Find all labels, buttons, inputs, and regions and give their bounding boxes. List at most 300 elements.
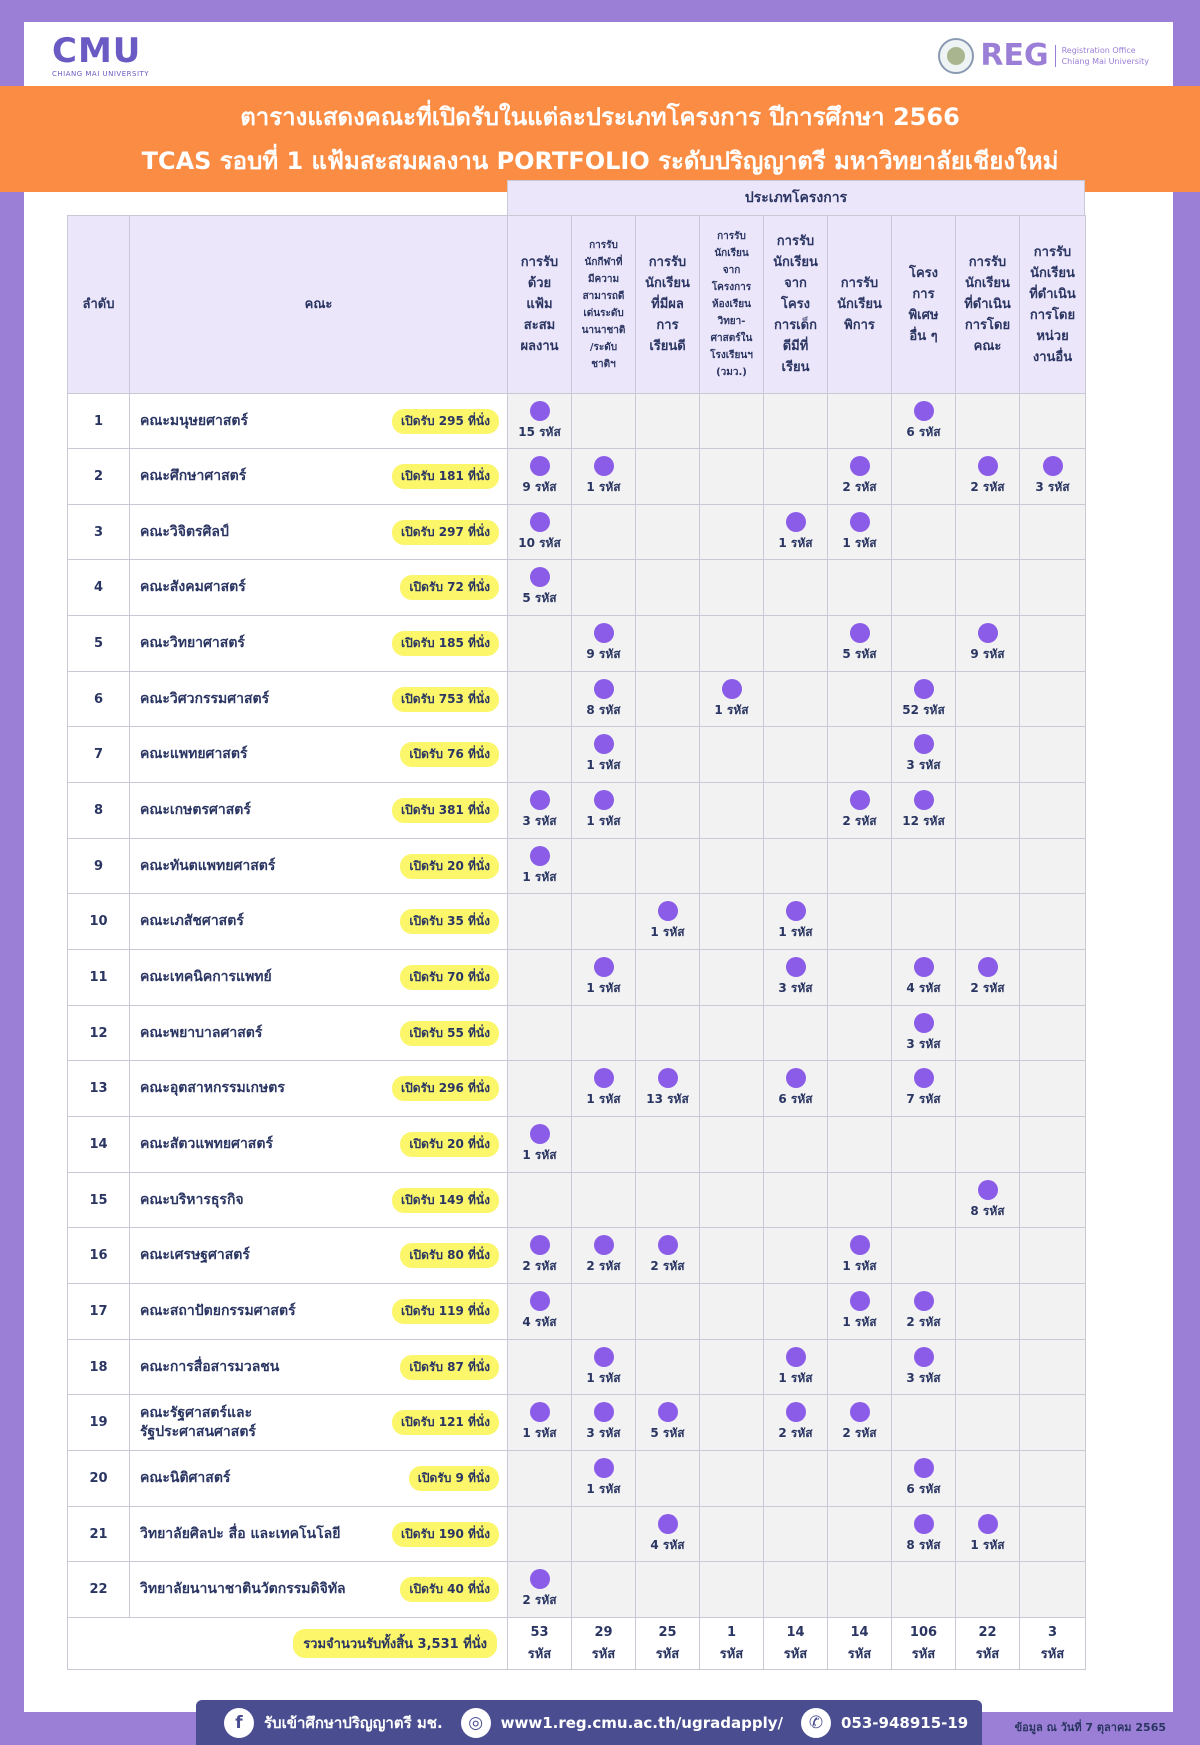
code-count: 1 รหัส [522,1148,557,1162]
faculty-cell [130,616,508,672]
program-cell [700,1061,764,1117]
program-cell [508,1061,572,1117]
seats-badge: เปิดรับ 87 ที่นั่ง [400,1355,499,1380]
offered-mark [508,1402,571,1443]
code-count: 3 รหัส [778,981,813,995]
offered-mark [764,901,827,942]
program-cell [956,1061,1020,1117]
program-cell [636,1173,700,1228]
dot-icon [594,790,614,810]
offered-mark [764,1402,827,1443]
faculty-cell [130,1284,508,1340]
program-cell [572,1451,636,1507]
program-cell [764,560,828,616]
program-cell [956,1562,1020,1618]
program-cell [1020,950,1086,1006]
offered-mark [828,1291,891,1332]
program-cell [508,727,572,783]
offered-mark [572,1068,635,1109]
faculty-cell [130,894,508,950]
program-cell [572,505,636,560]
dot-icon [850,790,870,810]
total-value [1020,1618,1086,1670]
program-cell [764,1340,828,1395]
program-cell [700,1562,764,1618]
program-cell [508,616,572,672]
row-number: 14 [68,1117,130,1173]
code-count: 9 รหัส [970,647,1005,661]
table-row [68,783,1086,839]
seats-badge: เปิดรับ 149 ที่นั่ง [392,1188,499,1213]
program-cell [508,950,572,1006]
program-cell [636,1451,700,1507]
offered-mark [508,1569,571,1610]
faculty-name: คณะเศรษฐศาสตร์ [140,1247,250,1263]
seats-badge: เปิดรับ 80 ที่นั่ง [400,1243,499,1268]
offered-mark [508,846,571,887]
offered-mark [636,1402,699,1443]
code-count: 15 รหัส [518,424,561,439]
code-count: 2 รหัส [522,1259,557,1273]
program-cell [700,950,764,1006]
code-count: 4 รหัส [906,981,941,995]
offered-mark [636,901,699,942]
table-row [68,1228,1086,1284]
code-count: 9 รหัส [522,480,557,494]
faculty-cell [130,1006,508,1061]
faculty-cell [130,950,508,1006]
program-cell [572,950,636,1006]
program-cell [636,394,700,449]
dot-icon [850,1235,870,1255]
row-number: 19 [68,1395,130,1451]
dot-icon [786,901,806,921]
program-cell [956,727,1020,783]
program-cell [892,1284,956,1340]
code-count: 2 รหัส [970,981,1005,995]
program-cell [572,727,636,783]
program-cell [828,950,892,1006]
faculty-name: คณะเกษตรศาสตร์ [140,802,251,818]
code-count: 2 รหัส [586,1259,621,1273]
offered-mark [508,790,571,831]
offered-mark [572,790,635,831]
row-number: 2 [68,449,130,505]
program-cell [828,839,892,894]
dot-icon [850,1402,870,1422]
program-cell [1020,616,1086,672]
dot-icon [658,1235,678,1255]
program-cell [572,1061,636,1117]
offered-mark [508,512,571,553]
program-cell [892,894,956,950]
program-cell [764,449,828,505]
program-cell [892,1061,956,1117]
offered-mark [572,456,635,497]
offered-mark [572,1402,635,1443]
program-cell [1020,1228,1086,1284]
total-unit: รหัส [527,1646,552,1662]
program-cell [700,394,764,449]
program-cell [636,1340,700,1395]
row-number: 12 [68,1006,130,1061]
dot-icon [914,1291,934,1311]
faculty-name: คณะสัตวแพทยศาสตร์ [140,1136,273,1152]
program-cell [508,1228,572,1284]
program-cell [956,1507,1020,1562]
program-cell [636,1395,700,1451]
offered-mark [572,1347,635,1388]
col-program-3: การรับ นักเรียน ที่มีผล การ เรียนดี [636,216,700,394]
table-row [68,1061,1086,1117]
program-cell [1020,1451,1086,1507]
program-cell [508,1006,572,1061]
faculty-name: คณะสังคมศาสตร์ [140,579,246,595]
dot-icon [594,734,614,754]
dot-icon [914,1514,934,1534]
program-cell [764,1284,828,1340]
row-number: 11 [68,950,130,1006]
table-row [68,1395,1086,1451]
program-cell [1020,394,1086,449]
program-cell [764,727,828,783]
dot-icon [594,623,614,643]
dot-icon [978,1514,998,1534]
reg-sub-line1: Registration Office [1061,46,1136,55]
program-cell [508,1395,572,1451]
row-number: 3 [68,505,130,560]
program-cell [572,1117,636,1173]
row-number: 22 [68,1562,130,1618]
seats-badge: เปิดรับ 753 ที่นั่ง [392,687,499,712]
offered-mark [828,790,891,831]
total-value [764,1618,828,1670]
offered-mark [764,512,827,553]
program-cell [956,783,1020,839]
phone-link[interactable] [801,1708,968,1738]
offered-mark [956,1514,1019,1555]
program-cell [828,394,892,449]
row-number: 13 [68,1061,130,1117]
faculty-cell [130,560,508,616]
table-row [68,1117,1086,1173]
program-cell [636,1006,700,1061]
program-cell [1020,1284,1086,1340]
table-row [68,616,1086,672]
dot-icon [658,1402,678,1422]
code-count: 8 รหัส [586,702,621,717]
program-cell [572,839,636,894]
program-cell [892,1228,956,1284]
program-cell [828,1117,892,1173]
col-program-8: การรับ นักเรียน ที่ดำเนิน การโดย คณะ [956,216,1020,394]
program-cell [764,672,828,727]
seats-badge: เปิดรับ 70 ที่นั่ง [400,965,499,990]
program-cell [1020,672,1086,727]
university-seal-icon [938,38,974,74]
dot-icon [594,679,614,699]
dot-icon [850,456,870,476]
code-count: 1 รหัส [778,1370,813,1385]
faculty-cell [130,505,508,560]
globe-icon: ◎ [461,1708,491,1738]
offered-mark [892,679,955,720]
dot-icon [594,1347,614,1367]
program-cell [572,1340,636,1395]
program-cell [1020,1562,1086,1618]
offered-mark [828,623,891,664]
program-cell [1020,727,1086,783]
code-count: 2 รหัส [778,1426,813,1440]
program-cell [956,1228,1020,1284]
code-count: 4 รหัส [522,1315,557,1329]
row-number: 18 [68,1340,130,1395]
code-count: 5 รหัส [842,647,877,661]
website-link[interactable] [461,1708,783,1738]
program-cell [508,1284,572,1340]
faculty-cell [130,1340,508,1395]
program-cell [956,616,1020,672]
program-cell [700,1284,764,1340]
program-cell [956,1340,1020,1395]
total-value [636,1618,700,1670]
program-cell [956,560,1020,616]
program-cell [700,1395,764,1451]
faculty-cell [130,1061,508,1117]
code-count: 1 รหัส [522,1426,557,1440]
program-cell [636,1117,700,1173]
offered-mark [828,512,891,553]
program-table [67,215,1086,1670]
code-count: 1 รหัส [842,1315,877,1329]
dot-icon [850,623,870,643]
dot-icon [786,1402,806,1422]
row-number: 21 [68,1507,130,1562]
program-cell [828,672,892,727]
offered-mark [828,1235,891,1276]
code-count: 2 รหัส [522,1593,557,1607]
offered-mark [892,401,955,442]
dot-icon [594,1235,614,1255]
faculty-cell [130,1451,508,1507]
program-cell [508,1507,572,1562]
program-cell [572,1284,636,1340]
offered-mark [892,790,955,831]
facebook-link[interactable] [224,1708,443,1738]
program-cell [764,1061,828,1117]
row-number: 16 [68,1228,130,1284]
code-count: 5 รหัส [522,591,557,605]
faculty-cell [130,394,508,449]
dot-icon [530,456,550,476]
offered-mark [572,957,635,998]
program-cell [764,505,828,560]
program-cell [764,1173,828,1228]
program-cell [636,1228,700,1284]
offered-mark [956,1180,1019,1221]
program-cell [572,394,636,449]
total-label-cell [68,1618,508,1670]
total-number: 22 [978,1624,997,1640]
program-cell [828,1340,892,1395]
dot-icon [530,567,550,587]
program-cell [764,1006,828,1061]
program-cell [700,894,764,950]
code-count: 6 รหัส [906,424,941,439]
program-cell [572,783,636,839]
faculty-cell [130,783,508,839]
faculty-name: คณะการสื่อสารมวลชน [140,1358,280,1375]
program-cell [572,449,636,505]
dot-icon [658,901,678,921]
dot-icon [786,1347,806,1367]
row-number: 15 [68,1173,130,1228]
dot-icon [914,734,934,754]
program-cell [828,1006,892,1061]
offered-mark [828,1402,891,1443]
row-number: 20 [68,1451,130,1507]
offered-mark [892,1068,955,1109]
program-cell [828,1228,892,1284]
program-cell [1020,1507,1086,1562]
code-count: 1 รหัส [586,1482,621,1496]
dot-icon [594,1402,614,1422]
table-row [68,1173,1086,1228]
col-program-2: การรับ นักกีฬาที่ มีความ สามารถดี เด่นระดับ นานาชาติ /ระดับ ชาติฯ [572,216,636,394]
program-cell [636,560,700,616]
program-cell [700,560,764,616]
code-count: 1 รหัส [586,1370,621,1385]
total-number: 3 [1047,1624,1058,1640]
row-number: 5 [68,616,130,672]
faculty-name: คณะอุตสาหกรรมเกษตร [140,1080,285,1096]
seats-badge: เปิดรับ 76 ที่นั่ง [400,742,499,767]
program-cell [828,727,892,783]
code-count: 1 รหัส [586,758,621,772]
table-row [68,839,1086,894]
dot-icon [1043,456,1063,476]
table-row [68,394,1086,449]
program-cell [700,1006,764,1061]
code-count: 3 รหัส [1035,480,1070,494]
phone-label: 053-948915-19 [840,1713,969,1732]
program-cell [892,449,956,505]
program-cell [636,505,700,560]
program-cell [1020,449,1086,505]
seats-badge: เปิดรับ 121 ที่นั่ง [392,1410,499,1435]
code-count: 1 รหัส [650,925,685,939]
title-line-1: ตารางแสดงคณะที่เปิดรับในแต่ละประเภทโครงการ ปีการศึกษา 2566 [240,103,960,131]
program-cell [828,1451,892,1507]
program-cell [636,839,700,894]
program-cell [572,894,636,950]
dot-icon [530,846,550,866]
code-count: 3 รหัส [522,814,557,828]
dot-icon [914,1068,934,1088]
faculty-cell [130,1228,508,1284]
code-count: 2 รหัส [970,480,1005,494]
program-cell [572,1562,636,1618]
dot-icon [914,957,934,977]
program-cell [508,505,572,560]
program-cell [892,1451,956,1507]
faculty-cell [130,1117,508,1173]
row-number: 4 [68,560,130,616]
cmu-logo [52,31,162,80]
table-row [68,1006,1086,1061]
table-row [68,1284,1086,1340]
offered-mark [508,456,571,497]
row-number: 6 [68,672,130,727]
offered-mark [636,1235,699,1276]
program-cell [636,727,700,783]
faculty-name: คณะบริหารธุรกิจ [140,1191,244,1208]
seats-badge: เปิดรับ 296 ที่นั่ง [392,1076,499,1101]
program-cell [892,560,956,616]
total-unit: รหัส [847,1646,872,1662]
dot-icon [850,1291,870,1311]
faculty-name: คณะพยาบาลศาสตร์ [140,1024,263,1041]
program-cell [892,672,956,727]
offered-mark [700,679,763,720]
dot-icon [594,1068,614,1088]
seats-badge: เปิดรับ 119 ที่นั่ง [392,1299,499,1324]
dot-icon [914,1347,934,1367]
program-cell [508,1173,572,1228]
program-cell [892,1006,956,1061]
program-cell [700,783,764,839]
dot-icon [658,1068,678,1088]
program-cell [572,560,636,616]
program-cell [1020,839,1086,894]
program-cell [956,1395,1020,1451]
reg-logo-sub [1055,45,1149,67]
seats-badge: เปิดรับ 55 ที่นั่ง [400,1021,499,1046]
code-count: 4 รหัส [650,1537,685,1552]
code-count: 9 รหัส [586,647,621,661]
program-cell [1020,1395,1086,1451]
code-count: 2 รหัส [842,1426,877,1440]
program-cell [1020,1173,1086,1228]
footer-bar [196,1700,982,1745]
program-cell [828,1284,892,1340]
dot-icon [530,401,550,421]
program-cell [1020,1006,1086,1061]
faculty-name: คณะวิจิตรศิลป์ [140,523,229,540]
dot-icon [978,1180,998,1200]
program-cell [764,394,828,449]
code-count: 1 รหัส [842,535,877,550]
program-cell [508,672,572,727]
total-unit: รหัส [591,1646,616,1662]
total-unit: รหัส [1040,1646,1065,1662]
seats-badge: เปิดรับ 40 ที่นั่ง [400,1577,499,1602]
program-cell [572,1173,636,1228]
total-value [508,1618,572,1670]
code-count: 6 รหัส [778,1092,813,1106]
total-row [68,1618,1086,1670]
program-cell [700,505,764,560]
program-cell [700,672,764,727]
program-cell [1020,1117,1086,1173]
offered-mark [828,456,891,497]
offered-mark [956,957,1019,998]
offered-mark [764,957,827,998]
total-number: 29 [594,1624,613,1640]
program-cell [700,1228,764,1284]
program-cell [828,616,892,672]
program-cell [956,672,1020,727]
